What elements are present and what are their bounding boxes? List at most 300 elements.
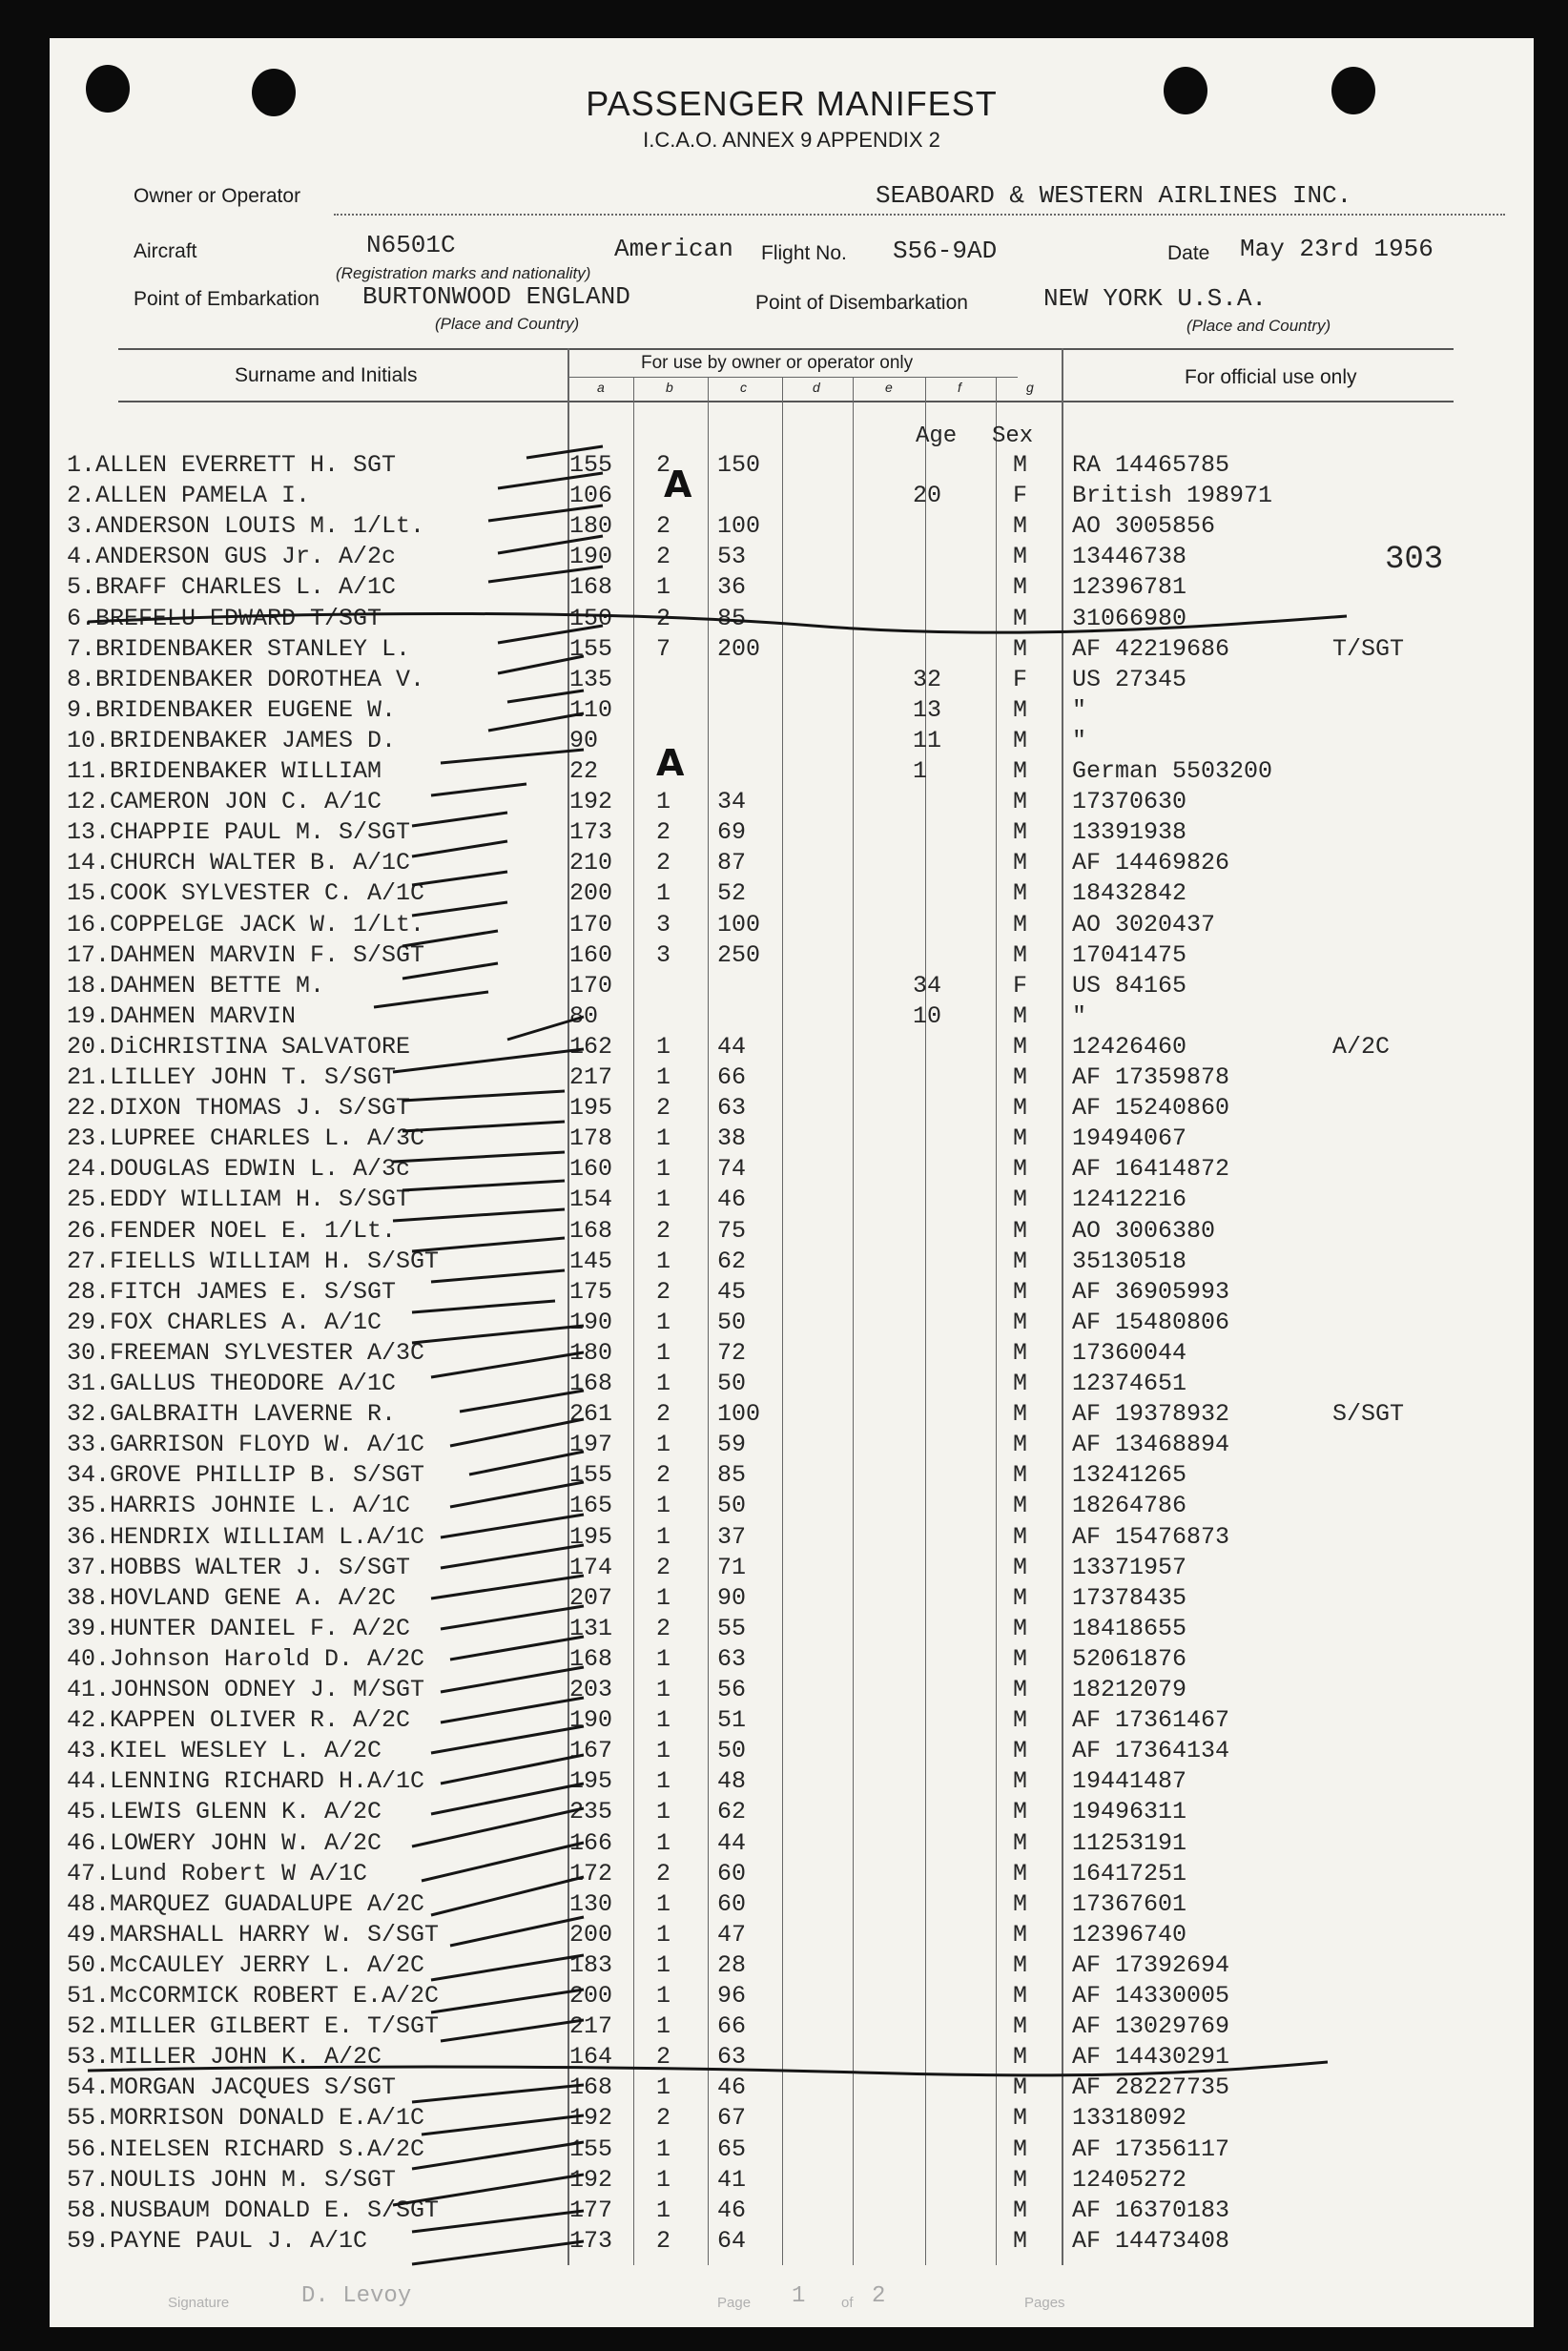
pieces-b: 2 [656, 1217, 671, 1245]
pieces-b: 1 [656, 788, 671, 815]
official-id: 12426460 [1072, 1033, 1187, 1061]
signature-value: D. Levoy [301, 2283, 412, 2309]
pieces-b: 1 [656, 1063, 671, 1091]
passenger-name: 28.FITCH JAMES E. S/SGT [67, 1278, 397, 1306]
sex-value: M [1013, 849, 1028, 876]
pieces-b: 1 [656, 1186, 671, 1213]
official-id: AF 14469826 [1072, 849, 1230, 876]
official-id: AO 3006380 [1072, 1217, 1216, 1245]
weight-a: 175 [569, 1278, 613, 1306]
official-id: 11253191 [1072, 1829, 1187, 1857]
weight-a: 174 [569, 1554, 613, 1581]
baggage-c: 41 [717, 2166, 747, 2194]
sex-value: M [1013, 1339, 1028, 1367]
official-id: " [1072, 727, 1087, 754]
sex-value: M [1013, 2166, 1028, 2194]
official-id: AF 42219686 [1072, 635, 1230, 663]
passenger-name: 36.HENDRIX WILLIAM L.A/1C [67, 1523, 425, 1551]
passenger-name: 2.ALLEN PAMELA I. [67, 482, 311, 509]
date-value: May 23rd 1956 [1240, 235, 1434, 263]
official-id: 17370630 [1072, 788, 1187, 815]
handwritten-a: A [656, 742, 685, 784]
page-value: 1 [792, 2283, 806, 2309]
pieces-b: 1 [656, 1921, 671, 1949]
age-column-label: Age [916, 423, 958, 449]
sex-value: M [1013, 2073, 1028, 2101]
pieces-b: 2 [656, 2043, 671, 2071]
passenger-name: 19.DAHMEN MARVIN [67, 1002, 297, 1030]
pieces-b: 2 [656, 1860, 671, 1887]
sex-value: M [1013, 1554, 1028, 1581]
official-id: AF 36905993 [1072, 1278, 1230, 1306]
weight-a: 166 [569, 1829, 613, 1857]
baggage-c: 66 [717, 1063, 747, 1091]
passenger-name: 17.DAHMEN MARVIN F. S/SGT [67, 941, 425, 969]
passenger-name: 23.LUPREE CHARLES L. A/3C [67, 1124, 425, 1152]
baggage-c: 200 [717, 635, 761, 663]
sex-value: M [1013, 1584, 1028, 1612]
official-id: AF 17392694 [1072, 1951, 1230, 1979]
pieces-b: 1 [656, 1492, 671, 1519]
age-value: 10 [913, 1002, 942, 1030]
official-id: AF 16370183 [1072, 2196, 1230, 2224]
baggage-c: 66 [717, 2012, 747, 2040]
weight-a: 154 [569, 1186, 613, 1213]
weight-a: 160 [569, 941, 613, 969]
baggage-c: 150 [717, 451, 761, 479]
flight-label: Flight No. [761, 242, 847, 264]
passenger-name: 12.CAMERON JON C. A/1C [67, 788, 382, 815]
passenger-name: 5.BRAFF CHARLES L. A/1C [67, 573, 397, 601]
sex-value: M [1013, 573, 1028, 601]
pieces-b: 1 [656, 1829, 671, 1857]
date-label: Date [1167, 242, 1210, 264]
baggage-c: 100 [717, 512, 761, 540]
passenger-name: 45.LEWIS GLENN K. A/2C [67, 1798, 382, 1825]
sex-value: M [1013, 1217, 1028, 1245]
baggage-c: 50 [717, 1492, 747, 1519]
pieces-b: 1 [656, 2196, 671, 2224]
weight-a: 173 [569, 2227, 613, 2255]
pieces-b: 1 [656, 1645, 671, 1673]
sex-value: M [1013, 879, 1028, 907]
age-value: 20 [913, 482, 942, 509]
weight-a: 200 [569, 1982, 613, 2010]
pieces-b: 2 [656, 1278, 671, 1306]
sex-value: M [1013, 1094, 1028, 1122]
sex-value: M [1013, 2196, 1028, 2224]
passenger-name: 58.NUSBAUM DONALD E. S/SGT [67, 2196, 440, 2224]
sex-value: F [1013, 666, 1028, 693]
pieces-b: 2 [656, 1615, 671, 1642]
baggage-c: 44 [717, 1033, 747, 1061]
weight-a: 261 [569, 1400, 613, 1428]
pieces-b: 1 [656, 2135, 671, 2163]
owner-label: Owner or Operator [134, 185, 301, 207]
sex-value: M [1013, 512, 1028, 540]
pieces-b: 2 [656, 543, 671, 570]
baggage-c: 74 [717, 1155, 747, 1183]
official-id: 12396781 [1072, 573, 1187, 601]
weight-a: 192 [569, 2104, 613, 2132]
weight-a: 217 [569, 1063, 613, 1091]
weight-a: 170 [569, 911, 613, 938]
surname-header: Surname and Initials [235, 364, 418, 386]
weight-a: 130 [569, 1890, 613, 1918]
baggage-c: 53 [717, 543, 747, 570]
official-id: AF 14330005 [1072, 1982, 1230, 2010]
baggage-c: 36 [717, 573, 747, 601]
age-value: 32 [913, 666, 942, 693]
sex-value: M [1013, 605, 1028, 632]
weight-a: 190 [569, 1706, 613, 1734]
official-id: 17041475 [1072, 941, 1187, 969]
age-value: 34 [913, 972, 942, 1000]
baggage-c: 87 [717, 849, 747, 876]
pieces-b: 1 [656, 1737, 671, 1764]
rank-note: T/SGT [1332, 635, 1405, 663]
passenger-name: 59.PAYNE PAUL J. A/1C [67, 2227, 368, 2255]
weight-a: 90 [569, 727, 599, 754]
official-id: 17367601 [1072, 1890, 1187, 1918]
passenger-name: 57.NOULIS JOHN M. S/SGT [67, 2166, 397, 2194]
passenger-name: 10.BRIDENBAKER JAMES D. [67, 727, 397, 754]
passenger-name: 56.NIELSEN RICHARD S.A/2C [67, 2135, 425, 2163]
pieces-b: 1 [656, 1982, 671, 2010]
sex-value: M [1013, 1186, 1028, 1213]
baggage-c: 28 [717, 1951, 747, 1979]
pieces-b: 2 [656, 818, 671, 846]
weight-a: 207 [569, 1584, 613, 1612]
pieces-b: 1 [656, 1339, 671, 1367]
weight-a: 167 [569, 1737, 613, 1764]
official-id: 31066980 [1072, 605, 1187, 632]
strike-through-line [88, 613, 1347, 632]
sex-value: M [1013, 1767, 1028, 1795]
passenger-name: 35.HARRIS JOHNIE L. A/1C [67, 1492, 411, 1519]
official-id: 18212079 [1072, 1676, 1187, 1703]
weight-a: 180 [569, 512, 613, 540]
sex-value: M [1013, 941, 1028, 969]
pieces-b: 1 [656, 1523, 671, 1551]
baggage-c: 46 [717, 1186, 747, 1213]
official-id: AF 17356117 [1072, 2135, 1230, 2163]
col-e-header: e [885, 380, 893, 395]
pieces-b: 1 [656, 1370, 671, 1397]
sex-value: M [1013, 1921, 1028, 1949]
weight-a: 170 [569, 972, 613, 1000]
official-id: 13318092 [1072, 2104, 1187, 2132]
baggage-c: 63 [717, 1645, 747, 1673]
pieces-b: 1 [656, 1124, 671, 1152]
official-id: 12374651 [1072, 1370, 1187, 1397]
pieces-b: 1 [656, 1033, 671, 1061]
sex-value: M [1013, 1370, 1028, 1397]
sex-value: M [1013, 1890, 1028, 1918]
sex-value: M [1013, 2043, 1028, 2071]
weight-a: 155 [569, 2135, 613, 2163]
baggage-c: 250 [717, 941, 761, 969]
flight-value: S56-9AD [893, 237, 998, 265]
sex-value: M [1013, 1400, 1028, 1428]
sex-value: M [1013, 2104, 1028, 2132]
weight-a: 173 [569, 818, 613, 846]
baggage-c: 50 [717, 1370, 747, 1397]
official-id: AF 14430291 [1072, 2043, 1230, 2071]
passenger-name: 13.CHAPPIE PAUL M. S/SGT [67, 818, 411, 846]
weight-a: 195 [569, 1094, 613, 1122]
passenger-name: 11.BRIDENBAKER WILLIAM [67, 757, 382, 785]
weight-a: 180 [569, 1339, 613, 1367]
official-id: 13241265 [1072, 1461, 1187, 1489]
passenger-name: 55.MORRISON DONALD E.A/1C [67, 2104, 425, 2132]
passenger-name: 32.GALBRAITH LAVERNE R. [67, 1400, 397, 1428]
official-id: 35130518 [1072, 1248, 1187, 1275]
official-id: AF 17364134 [1072, 1737, 1230, 1764]
official-id: AO 3020437 [1072, 911, 1216, 938]
pieces-b: 1 [656, 1706, 671, 1734]
pieces-b: 3 [656, 911, 671, 938]
signature-label: Signature [168, 2295, 230, 2311]
passenger-name: 6.BREFELU EDWARD T/SGT [67, 605, 382, 632]
weight-a: 168 [569, 1645, 613, 1673]
embarkation-note: (Place and Country) [435, 315, 580, 333]
sex-value: M [1013, 1278, 1028, 1306]
baggage-c: 46 [717, 2073, 747, 2101]
pieces-b: 2 [656, 2104, 671, 2132]
page-subtitle: I.C.A.O. ANNEX 9 APPENDIX 2 [643, 128, 940, 152]
baggage-c: 47 [717, 1921, 747, 1949]
age-value: 11 [913, 727, 942, 754]
passenger-name: 24.DOUGLAS EDWIN L. A/3c [67, 1155, 411, 1183]
baggage-c: 96 [717, 1982, 747, 2010]
col-d-header: d [813, 380, 820, 395]
weight-a: 155 [569, 635, 613, 663]
official-use-header: For official use only [1185, 366, 1357, 388]
strike-through-line [88, 2062, 1328, 2075]
passenger-name: 33.GARRISON FLOYD W. A/1C [67, 1431, 425, 1458]
weight-a: 155 [569, 451, 613, 479]
weight-a: 162 [569, 1033, 613, 1061]
pieces-b: 1 [656, 2166, 671, 2194]
weight-a: 80 [569, 1002, 599, 1030]
baggage-c: 100 [717, 911, 761, 938]
passenger-name: 16.COPPELGE JACK W. 1/Lt. [67, 911, 425, 938]
page-label: Page [717, 2295, 752, 2311]
baggage-c: 50 [717, 1737, 747, 1764]
passenger-name: 47.Lund Robert W A/1C [67, 1860, 368, 1887]
pieces-b: 1 [656, 1676, 671, 1703]
pieces-b: 2 [656, 2227, 671, 2255]
of-value: 2 [872, 2283, 886, 2309]
col-b-header: b [666, 380, 673, 395]
pieces-b: 1 [656, 879, 671, 907]
official-id: US 84165 [1072, 972, 1187, 1000]
weight-a: 192 [569, 2166, 613, 2194]
weight-a: 155 [569, 1461, 613, 1489]
pieces-b: 1 [656, 1431, 671, 1458]
passenger-name: 20.DiCHRISTINA SALVATORE [67, 1033, 411, 1061]
sex-value: M [1013, 1461, 1028, 1489]
sex-value: M [1013, 911, 1028, 938]
pieces-b: 1 [656, 1798, 671, 1825]
baggage-c: 55 [717, 1615, 747, 1642]
official-id: AF 16414872 [1072, 1155, 1230, 1183]
weight-a: 106 [569, 482, 613, 509]
baggage-c: 60 [717, 1890, 747, 1918]
weight-a: 168 [569, 1217, 613, 1245]
baggage-c: 38 [717, 1124, 747, 1152]
passenger-name: 18.DAHMEN BETTE M. [67, 972, 325, 1000]
baggage-c: 64 [717, 2227, 747, 2255]
col-c-header: c [740, 380, 747, 395]
weight-a: 190 [569, 1309, 613, 1336]
baggage-c: 85 [717, 1461, 747, 1489]
official-id: AF 19378932 [1072, 1400, 1230, 1428]
passenger-name: 52.MILLER GILBERT E. T/SGT [67, 2012, 440, 2040]
sex-value: M [1013, 1002, 1028, 1030]
passenger-name: 1.ALLEN EVERRETT H. SGT [67, 451, 397, 479]
official-id: 19494067 [1072, 1124, 1187, 1152]
passenger-name: 25.EDDY WILLIAM H. S/SGT [67, 1186, 411, 1213]
passenger-name: 14.CHURCH WALTER B. A/1C [67, 849, 411, 876]
official-id: AF 17361467 [1072, 1706, 1230, 1734]
passenger-name: 49.MARSHALL HARRY W. S/SGT [67, 1921, 440, 1949]
passenger-name: 44.LENNING RICHARD H.A/1C [67, 1767, 425, 1795]
passenger-name: 27.FIELLS WILLIAM H. S/SGT [67, 1248, 440, 1275]
weight-a: 195 [569, 1767, 613, 1795]
sex-value: F [1013, 972, 1028, 1000]
passenger-name: 38.HOVLAND GENE A. A/2C [67, 1584, 397, 1612]
official-id: 17360044 [1072, 1339, 1187, 1367]
passenger-name: 53.MILLER JOHN K. A/2C [67, 2043, 382, 2071]
weight-a: 168 [569, 573, 613, 601]
sex-value: M [1013, 757, 1028, 785]
baggage-c: 52 [717, 879, 747, 907]
official-id: 12412216 [1072, 1186, 1187, 1213]
passenger-name: 3.ANDERSON LOUIS M. 1/Lt. [67, 512, 425, 540]
aircraft-label: Aircraft [134, 240, 197, 262]
baggage-c: 46 [717, 2196, 747, 2224]
passenger-name: 22.DIXON THOMAS J. S/SGT [67, 1094, 411, 1122]
page-number-annotation: 303 [1385, 542, 1444, 578]
sex-value: M [1013, 1063, 1028, 1091]
sex-value: M [1013, 1615, 1028, 1642]
age-value: 13 [913, 696, 942, 724]
owner-value: SEABOARD & WESTERN AIRLINES INC. [876, 181, 1352, 210]
pieces-b: 1 [656, 573, 671, 601]
official-id: 19496311 [1072, 1798, 1187, 1825]
sex-value: F [1013, 482, 1028, 509]
col-g-header: g [1026, 380, 1034, 395]
pieces-b: 2 [656, 849, 671, 876]
pieces-b: 7 [656, 635, 671, 663]
baggage-c: 44 [717, 1829, 747, 1857]
sex-value: M [1013, 1155, 1028, 1183]
weight-a: 197 [569, 1431, 613, 1458]
official-id: 18418655 [1072, 1615, 1187, 1642]
official-id: 12405272 [1072, 2166, 1187, 2194]
baggage-c: 67 [717, 2104, 747, 2132]
official-id: AF 17359878 [1072, 1063, 1230, 1091]
official-id: German 5503200 [1072, 757, 1273, 785]
passenger-name: 41.JOHNSON ODNEY J. M/SGT [67, 1676, 425, 1703]
official-id: 17378435 [1072, 1584, 1187, 1612]
sex-value: M [1013, 1033, 1028, 1061]
sex-value: M [1013, 2227, 1028, 2255]
baggage-c: 48 [717, 1767, 747, 1795]
tick-strokes [374, 446, 603, 2264]
rank-note: A/2C [1332, 1033, 1391, 1061]
sex-value: M [1013, 1829, 1028, 1857]
pieces-b: 2 [656, 1554, 671, 1581]
weight-a: 203 [569, 1676, 613, 1703]
pieces-b: 1 [656, 2073, 671, 2101]
passenger-name: 39.HUNTER DANIEL F. A/2C [67, 1615, 411, 1642]
pieces-b: 1 [656, 1584, 671, 1612]
manifest-sheet [50, 38, 1534, 2327]
official-id: 52061876 [1072, 1645, 1187, 1673]
passenger-name: 50.McCAULEY JERRY L. A/2C [67, 1951, 425, 1979]
disembarkation-value: NEW YORK U.S.A. [1043, 284, 1268, 313]
passenger-name: 34.GROVE PHILLIP B. S/SGT [67, 1461, 425, 1489]
sex-value: M [1013, 1124, 1028, 1152]
pieces-b: 1 [656, 1155, 671, 1183]
official-id: 12396740 [1072, 1921, 1187, 1949]
handwritten-a: A [664, 464, 692, 505]
baggage-c: 72 [717, 1339, 747, 1367]
baggage-c: 62 [717, 1248, 747, 1275]
passenger-name: 30.FREEMAN SYLVESTER A/3C [67, 1339, 425, 1367]
of-label: of [841, 2295, 854, 2311]
weight-a: 164 [569, 2043, 613, 2071]
aircraft-value: N6501C [366, 231, 456, 259]
baggage-c: 51 [717, 1706, 747, 1734]
weight-a: 131 [569, 1615, 613, 1642]
age-value: 1 [913, 757, 928, 785]
sex-value: M [1013, 543, 1028, 570]
sex-value: M [1013, 1706, 1028, 1734]
baggage-c: 71 [717, 1554, 747, 1581]
weight-a: 210 [569, 849, 613, 876]
baggage-c: 37 [717, 1523, 747, 1551]
official-id: 13446738 [1072, 543, 1187, 570]
baggage-c: 45 [717, 1278, 747, 1306]
pieces-b: 1 [656, 1951, 671, 1979]
weight-a: 165 [569, 1492, 613, 1519]
sex-value: M [1013, 1309, 1028, 1336]
sex-value: M [1013, 451, 1028, 479]
passenger-name: 46.LOWERY JOHN W. A/2C [67, 1829, 382, 1857]
sex-value: M [1013, 788, 1028, 815]
pages-label: Pages [1024, 2295, 1065, 2311]
official-id: British 198971 [1072, 482, 1273, 509]
official-id: 13371957 [1072, 1554, 1187, 1581]
pieces-b: 2 [656, 512, 671, 540]
official-id: 16417251 [1072, 1860, 1187, 1887]
baggage-c: 90 [717, 1584, 747, 1612]
weight-a: 145 [569, 1248, 613, 1275]
sex-value: M [1013, 1492, 1028, 1519]
official-id: " [1072, 1002, 1087, 1030]
weight-a: 168 [569, 1370, 613, 1397]
pieces-b: 2 [656, 1094, 671, 1122]
sex-value: M [1013, 1982, 1028, 2010]
official-id: 19441487 [1072, 1767, 1187, 1795]
passenger-name: 37.HOBBS WALTER J. S/SGT [67, 1554, 411, 1581]
weight-a: 135 [569, 666, 613, 693]
official-id: AF 15240860 [1072, 1094, 1230, 1122]
